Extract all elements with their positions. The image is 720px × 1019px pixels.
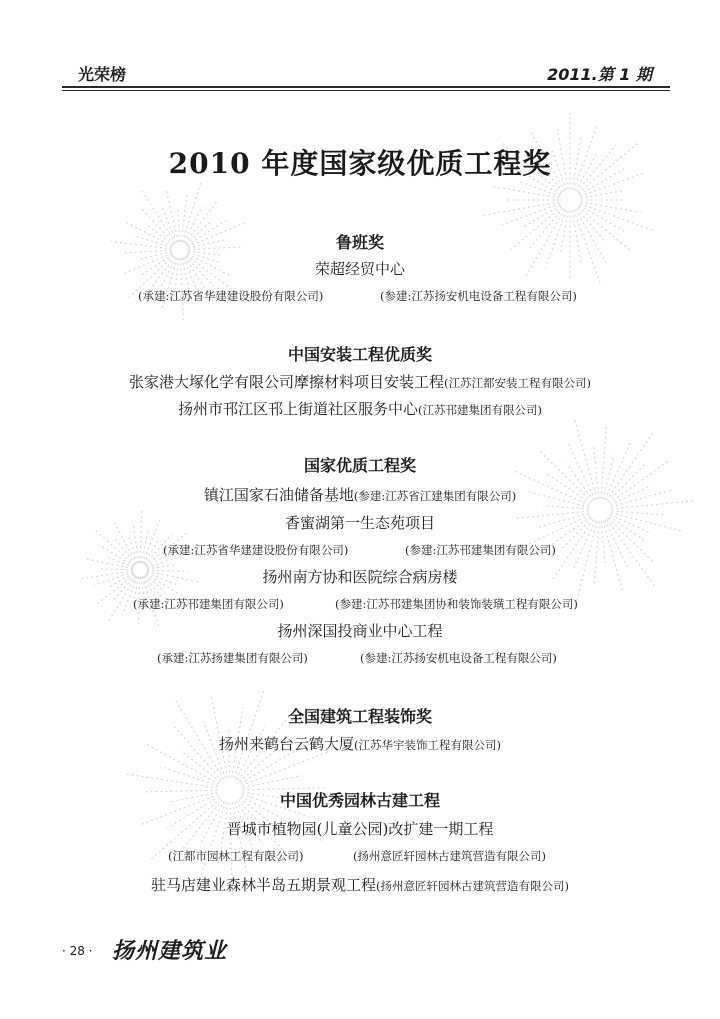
- participant: (扬州意匠轩园林古建筑营造有限公司): [353, 849, 546, 863]
- project-line: [0, 371, 720, 392]
- project-name: 扬州深国投商业中心工程: [277, 622, 443, 640]
- project-name: 镇江国家石油储备基地: [203, 486, 354, 504]
- magazine-logo: 扬州建筑业: [112, 938, 228, 964]
- project-name: 晋城市植物园(儿童公园)改扩建一期工程: [226, 820, 494, 838]
- participant: (参建:江苏邗建集团协和装饰装璜工程有限公司): [335, 597, 578, 611]
- organization: (江苏江都安装工程有限公司): [444, 376, 591, 390]
- participant: (参建:江苏邗建集团有限公司): [405, 543, 556, 557]
- header-rule: [62, 86, 670, 88]
- project-name: 扬州市邗江区邗上街道社区服务中心: [178, 400, 419, 418]
- section-heading-luban: 鲁班奖: [335, 233, 384, 252]
- section-heading-install: 中国安装工程优质奖: [287, 345, 432, 364]
- organization: (江苏邗建集团有限公司): [418, 403, 542, 417]
- contractor: (承建:江苏省华建建设股份有限公司): [138, 289, 324, 303]
- project-name: 扬州南方协和医院综合病房楼: [262, 568, 458, 586]
- project-name: 驻马店建业森林半岛五期景观工程: [151, 876, 377, 894]
- project-line: [0, 484, 720, 505]
- project-line: [0, 398, 720, 419]
- participant: (参建:江苏扬安机电设备工程有限公司): [380, 289, 577, 303]
- contractor: (江都市园林工程有限公司): [168, 849, 304, 863]
- project-name: 香蜜湖第一生态苑项目: [284, 514, 435, 532]
- participant: (参建:江苏扬安机电设备工程有限公司): [360, 651, 557, 665]
- header-rule-thin: [62, 90, 670, 91]
- project-name: 张家港大塚化学有限公司摩擦材料项目安装工程: [129, 373, 445, 391]
- project-name: 荣超经贸中心: [314, 260, 405, 278]
- project-line: [0, 874, 720, 895]
- contractor: (承建:江苏省华建建设股份有限公司): [163, 543, 349, 557]
- project-line: [0, 733, 720, 754]
- organization: (扬州意匠轩园林古建筑营造有限公司): [376, 879, 569, 893]
- project-name: 扬州来鹤台云鹤大厦: [219, 735, 355, 753]
- section-heading-garden: 中国优秀园林古建工程: [279, 791, 440, 810]
- contractor: (承建:江苏扬建集团有限公司): [157, 651, 308, 665]
- section-heading-decor: 全国建筑工程装饰奖: [287, 707, 432, 726]
- organization: (参建:江苏省江建集团有限公司): [353, 489, 517, 503]
- contractor: (承建:江苏邗建集团有限公司): [133, 597, 284, 611]
- section-heading-national: 国家优质工程奖: [303, 456, 416, 475]
- organization: (江苏华宇装饰工程有限公司): [354, 738, 501, 752]
- page-number: · 28 ·: [62, 944, 93, 958]
- issue-number: 2011.第 1 期: [547, 65, 652, 84]
- page-title: 2010 年度国家级优质工程奖: [168, 147, 552, 180]
- section-label: 光荣榜: [78, 65, 127, 84]
